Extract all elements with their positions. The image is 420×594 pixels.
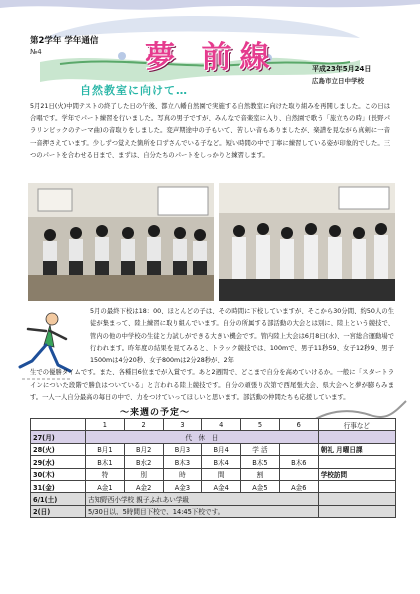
schedule-header-cell: 2 <box>124 419 163 431</box>
schedule-day: 30(木) <box>31 468 86 480</box>
schedule-cell: B木4 <box>202 456 241 468</box>
schedule-day: 28(火) <box>31 443 86 455</box>
schedule-cell: 特 <box>86 468 125 480</box>
photo-choir-right <box>219 183 395 301</box>
schedule-cell: B月1 <box>86 443 125 455</box>
choir-photo-illustration-2 <box>219 183 395 301</box>
schedule-header-cell: 行事など <box>318 419 395 431</box>
schedule-event <box>318 431 395 443</box>
schedule-cell: B月3 <box>163 443 202 455</box>
schedule-header-cell: 6 <box>279 419 318 431</box>
article-athletics-tail: 生での優勝タイムです。また、各種目6位までが入賞です。あと2週間で、どこまで自分を高めていけるか。一般に「スタートラインについた段階で勝負はついている」と言われる陸上競技です。自分の頑張り次第で西尾張大会、県大会へと夢が膨らみます。一人一人自分最高の毎日の中で、力をつけていってほしいと思います。部活動の仲間たちも応援しています。 <box>30 369 394 402</box>
schedule-cell: 別 <box>124 468 163 480</box>
schedule-cell: 時 <box>163 468 202 480</box>
article-athletics <box>30 306 394 404</box>
grade-label: 第2学年 学年通信 №4 <box>30 36 99 56</box>
schedule-cell: B木6 <box>279 456 318 468</box>
schedule-cell: 間 <box>202 468 241 480</box>
table-row <box>31 505 396 517</box>
photo-choir-left <box>28 183 214 301</box>
schedule-merged: 代 休 日 <box>86 431 319 443</box>
schedule-event: 朝礼 月曜日課 <box>318 443 395 455</box>
schedule-day: 6/1(土) <box>31 493 86 505</box>
schedule-cell: B木5 <box>241 456 280 468</box>
schedule-day: 2(日) <box>31 505 86 517</box>
schedule-header-cell: 3 <box>163 419 202 431</box>
newsletter-subtitle: 自然教室に向けて… <box>80 84 188 97</box>
schedule-header-cell: 5 <box>241 419 280 431</box>
schedule-cell: A金1 <box>86 480 125 492</box>
schedule-cell: B木1 <box>86 456 125 468</box>
newsletter-title: 夢 前線 <box>145 40 278 75</box>
schedule-merged: 古知野西小学校 親子ふれあい学級 <box>86 493 319 505</box>
schedule-cell: A金3 <box>163 480 202 492</box>
schedule-table <box>30 418 396 518</box>
schedule-cell: B月4 <box>202 443 241 455</box>
article-choir: 5月21日(火)中間テストの終了した日の午後、都立八幡自然園で実施する自然教室に向けた取り組みを再開しました。この日は合唱です。学年でパート練習を行いました。写真の男子ですが、みんなで音楽室に入り、自然園で歌う「旅立ちの時」(長野パラリンピックのテーマ曲)の音取りをしました。変声期途中の子もいて、苦しい音もありましたが、楽譜を見ながら真剣に一音一音押さえています。少しずつ覚えた箇所を口ずさんでいる子など。短い時間の中で丁寧に練習している姿が印象的でした。三つのパートを合わせる日まで、まずは、自分たちのパートをしっかりと練習します。 <box>30 103 390 159</box>
school-name: 広島市立日中学校 <box>312 77 364 85</box>
schedule-cell: 割 <box>241 468 280 480</box>
table-row <box>31 443 396 455</box>
choir-photo-illustration <box>28 183 214 301</box>
schedule-cell: B月2 <box>124 443 163 455</box>
table-row <box>31 493 396 505</box>
schedule-event: 学校訪問 <box>318 468 395 480</box>
schedule-header-row <box>31 419 396 431</box>
schedule-cell: A金6 <box>279 480 318 492</box>
issue-date: 平成23年5月24日 <box>312 65 372 73</box>
article-athletics-head: 5月の最終下校は18：00、ほとんどの子は、その時間に下校していますが、そこから30分間、約50人の生徒が集まって、陸上練習に取り組んでいます。自分の所属する部活動の大会とは別に、陸上という競技で、管内の他の中学校の生徒と力試しができる大きい機会です。管内陸上大会は6月8日(水)、一宮総合運動場で行われます。昨年度の結果を見てみると、トラック競技では、100mで、男子11秒59、女子12秒9、男子1500mは4分20秒、女子800mは2分28秒が、2年 <box>90 308 394 365</box>
table-row <box>31 431 396 443</box>
masthead <box>0 0 420 96</box>
schedule-title: 〜来週の予定〜 <box>120 408 191 418</box>
schedule-event <box>318 456 395 468</box>
schedule-cell <box>279 443 318 455</box>
schedule-cell: A金2 <box>124 480 163 492</box>
schedule-cell: 学 活 <box>241 443 280 455</box>
table-row <box>31 480 396 492</box>
schedule-cell: B木3 <box>163 456 202 468</box>
schedule-day: 27(月) <box>31 431 86 443</box>
table-row <box>31 456 396 468</box>
schedule-day: 29(水) <box>31 456 86 468</box>
table-row <box>31 468 396 480</box>
schedule-header-cell <box>31 419 86 431</box>
issue-number: №4 <box>30 48 42 56</box>
schedule-merged: 5/30日以、5時間目下校で、14:45下校です。 <box>86 505 319 517</box>
schedule-day: 31(金) <box>31 480 86 492</box>
schedule-event <box>318 480 395 492</box>
schedule-cell: A金5 <box>241 480 280 492</box>
schedule-header-cell: 4 <box>202 419 241 431</box>
schedule-cell: A金4 <box>202 480 241 492</box>
schedule-cell <box>279 468 318 480</box>
schedule-header-cell: 1 <box>86 419 125 431</box>
schedule-event <box>318 493 395 505</box>
schedule-event <box>318 505 395 517</box>
schedule-cell: B水2 <box>124 456 163 468</box>
